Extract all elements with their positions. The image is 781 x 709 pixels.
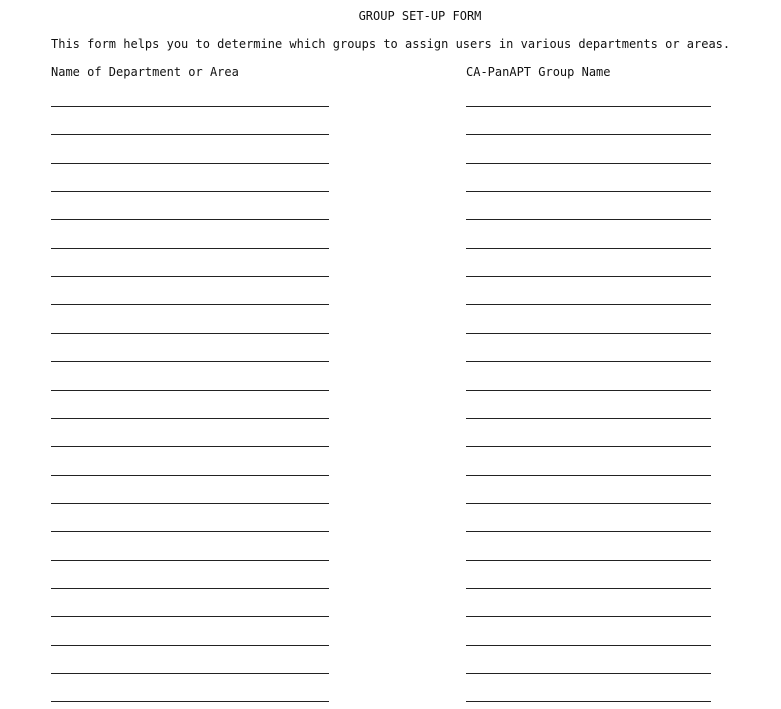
group-field-line[interactable]	[466, 106, 711, 107]
group-field-line[interactable]	[466, 645, 711, 646]
group-field-line[interactable]	[466, 673, 711, 674]
department-column-header: Name of Department or Area	[51, 65, 239, 79]
form-title: GROUP SET-UP FORM	[358, 9, 482, 23]
group-field-line[interactable]	[466, 588, 711, 589]
group-field-line[interactable]	[466, 134, 711, 135]
department-field-line[interactable]	[51, 106, 329, 107]
department-field-line[interactable]	[51, 248, 329, 249]
group-field-line[interactable]	[466, 248, 711, 249]
group-field-line[interactable]	[466, 560, 711, 561]
group-field-line[interactable]	[466, 531, 711, 532]
department-field-line[interactable]	[51, 645, 329, 646]
group-column-header: CA-PanAPT Group Name	[466, 65, 611, 79]
group-field-line[interactable]	[466, 304, 711, 305]
department-field-line[interactable]	[51, 418, 329, 419]
group-field-line[interactable]	[466, 475, 711, 476]
department-field-line[interactable]	[51, 134, 329, 135]
department-field-line[interactable]	[51, 616, 329, 617]
group-field-line[interactable]	[466, 219, 711, 220]
department-field-line[interactable]	[51, 276, 329, 277]
department-field-line[interactable]	[51, 390, 329, 391]
group-field-line[interactable]	[466, 276, 711, 277]
group-field-line[interactable]	[466, 361, 711, 362]
department-field-line[interactable]	[51, 163, 329, 164]
department-field-line[interactable]	[51, 560, 329, 561]
group-field-line[interactable]	[466, 701, 711, 702]
group-field-line[interactable]	[466, 163, 711, 164]
department-field-line[interactable]	[51, 475, 329, 476]
department-field-line[interactable]	[51, 191, 329, 192]
department-field-line[interactable]	[51, 588, 329, 589]
department-field-line[interactable]	[51, 304, 329, 305]
group-field-line[interactable]	[466, 390, 711, 391]
department-field-line[interactable]	[51, 503, 329, 504]
group-field-line[interactable]	[466, 333, 711, 334]
group-field-line[interactable]	[466, 616, 711, 617]
department-field-line[interactable]	[51, 446, 329, 447]
group-field-line[interactable]	[466, 446, 711, 447]
department-field-line[interactable]	[51, 333, 329, 334]
department-field-line[interactable]	[51, 361, 329, 362]
group-field-line[interactable]	[466, 503, 711, 504]
department-field-line[interactable]	[51, 531, 329, 532]
department-field-line[interactable]	[51, 701, 329, 702]
department-field-line[interactable]	[51, 673, 329, 674]
group-field-line[interactable]	[466, 418, 711, 419]
group-field-line[interactable]	[466, 191, 711, 192]
form-intro: This form helps you to determine which groups to assign users in various departments or areas.	[51, 37, 731, 51]
department-field-line[interactable]	[51, 219, 329, 220]
